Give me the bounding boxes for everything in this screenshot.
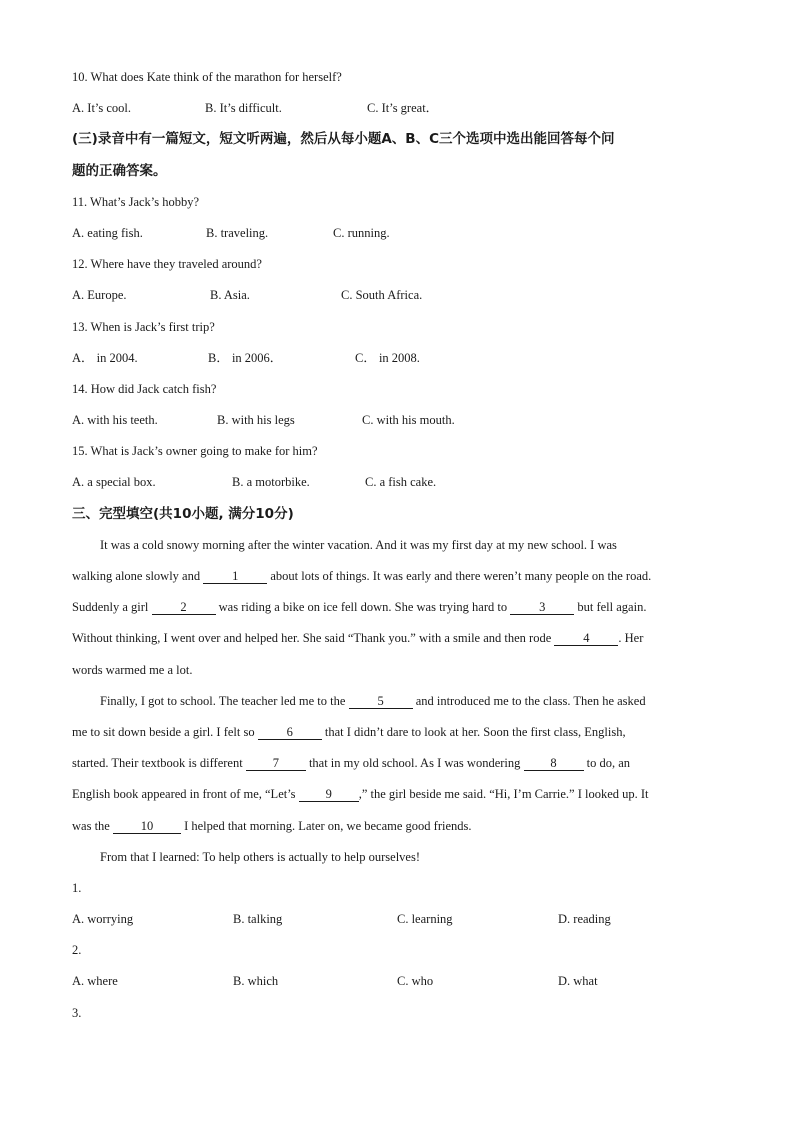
question-15: 15. What is Jack’s owner going to make for him? — [72, 444, 318, 459]
passage-text: . Her — [618, 631, 644, 646]
passage-text: Finally, I got to school. The teacher led me to the — [100, 693, 349, 708]
passage-text: Without thinking, I went over and helped her. She said “Thank you.” with a smile and then rode — [72, 631, 555, 646]
passage-text: that I didn’t dare to look at her. Soon the first class, English, — [321, 724, 626, 739]
option-c[interactable]: C. running. — [333, 225, 390, 240]
section-instructions-line1: (三)录音中有一篇短文，短文听两遍，然后从每小题A、B、C三个选项中选出能回答每个问 — [72, 131, 615, 148]
passage-text: ,” the girl beside me said. “Hi, I’m Carrie.” I looked up. It — [358, 787, 649, 802]
option-b[interactable]: B. a motorbike. — [232, 475, 310, 490]
option-c[interactable]: C. a fish cake. — [365, 475, 437, 490]
option-b[interactable]: B. It’s difficult. — [205, 101, 282, 116]
cloze-question-3: 3. — [72, 1005, 82, 1020]
cloze-question-2-options — [72, 966, 722, 997]
option-d[interactable]: D. what — [558, 974, 598, 989]
passage-line — [72, 748, 722, 779]
option-a[interactable]: A. where — [72, 974, 118, 989]
blank-3[interactable]: 3 — [510, 600, 574, 615]
option-b[interactable]: B. Asia. — [210, 288, 250, 303]
question-10: 10. What does Kate think of the marathon for herself? — [72, 70, 342, 84]
passage-line — [72, 779, 722, 810]
question-15-options — [72, 467, 722, 498]
passage-line — [72, 717, 722, 748]
option-a[interactable]: A. It’s cool. — [72, 101, 132, 116]
passage-text: Suddenly a girl — [72, 600, 152, 615]
option-c[interactable]: C. It’s great． — [367, 101, 439, 116]
blank-6[interactable]: 6 — [258, 725, 322, 740]
option-b[interactable]: B. traveling. — [206, 225, 269, 240]
passage-text: but fell again. — [574, 600, 647, 615]
blank-1[interactable]: 1 — [203, 569, 267, 584]
passage-line — [72, 623, 722, 654]
blank-2[interactable]: 2 — [152, 600, 216, 615]
option-b[interactable]: B. which — [233, 974, 279, 989]
passage-text: English book appeared in front of me, “Let’s — [72, 787, 299, 802]
exam-page — [72, 62, 722, 1029]
option-b[interactable]: B. talking — [233, 912, 283, 927]
passage-line — [72, 592, 722, 623]
option-b[interactable]: B. with his legs — [217, 413, 295, 428]
question-11: 11. What’s Jack’s hobby? — [72, 194, 200, 209]
passage-text: was the — [72, 818, 113, 833]
option-c[interactable]: C. with his mouth. — [362, 413, 455, 428]
option-c[interactable]: C． in 2008. — [355, 350, 420, 365]
option-a[interactable]: A. a special box. — [72, 475, 156, 490]
passage-text: me to sit down beside a girl. I felt so — [72, 724, 258, 739]
passage-text: was riding a bike on ice fell down. She was trying hard to — [215, 600, 511, 615]
cloze-question-2: 2. — [72, 943, 82, 958]
cloze-question-1-options — [72, 904, 722, 935]
option-a[interactable]: A. eating fish. — [72, 225, 143, 240]
cloze-question-1: 1. — [72, 880, 82, 895]
passage-text: started. Their textbook is different — [72, 756, 246, 771]
question-12-options — [72, 280, 722, 311]
blank-9[interactable]: 9 — [299, 787, 359, 802]
question-14: 14. How did Jack catch fish? — [72, 381, 217, 396]
blank-10[interactable]: 10 — [113, 819, 181, 834]
cloze-heading: 三、完型填空(共10小题, 满分10分) — [72, 505, 294, 522]
option-c[interactable]: C. South Africa. — [341, 288, 423, 303]
option-a[interactable]: A． in 2004. — [72, 350, 138, 365]
option-b[interactable]: B． in 2006． — [208, 350, 283, 365]
passage-text: to do, an — [583, 756, 631, 771]
passage-text: and introduced me to the class. Then he asked — [412, 693, 646, 708]
passage-line — [72, 686, 722, 717]
blank-4[interactable]: 4 — [554, 631, 618, 646]
question-12: 12. Where have they traveled around? — [72, 257, 262, 272]
option-c[interactable]: C. learning — [397, 912, 453, 927]
passage-text: that in my old school. As I was wondering — [305, 756, 524, 771]
passage-line — [72, 561, 722, 592]
option-d[interactable]: D. reading — [558, 912, 611, 927]
option-c[interactable]: C. who — [397, 974, 434, 989]
question-11-options — [72, 218, 722, 249]
question-10-options — [72, 93, 722, 124]
passage-text: walking alone slowly and — [72, 569, 204, 583]
blank-5[interactable]: 5 — [349, 694, 413, 709]
passage-line: It was a cold snowy morning after the winter vacation. And it was my first day at my new school. I was — [100, 537, 617, 552]
blank-7[interactable]: 7 — [246, 756, 306, 771]
passage-text: about lots of things. It was early and there weren’t many people on the road. — [267, 569, 652, 583]
question-13-options — [72, 343, 722, 374]
passage-text: I helped that morning. Later on, we became good friends. — [180, 818, 472, 833]
passage-line: From that I learned: To help others is actually to help ourselves! — [100, 849, 420, 864]
option-a[interactable]: A. with his teeth. — [72, 413, 158, 428]
question-14-options — [72, 405, 722, 436]
section-instructions-line2: 题的正确答案。 — [72, 162, 167, 179]
passage-line: words warmed me a lot. — [72, 662, 193, 677]
option-a[interactable]: A. Europe. — [72, 288, 127, 303]
passage-line — [72, 811, 722, 842]
question-13: 13. When is Jack’s first trip? — [72, 319, 215, 334]
option-a[interactable]: A. worrying — [72, 912, 134, 927]
blank-8[interactable]: 8 — [524, 756, 584, 771]
